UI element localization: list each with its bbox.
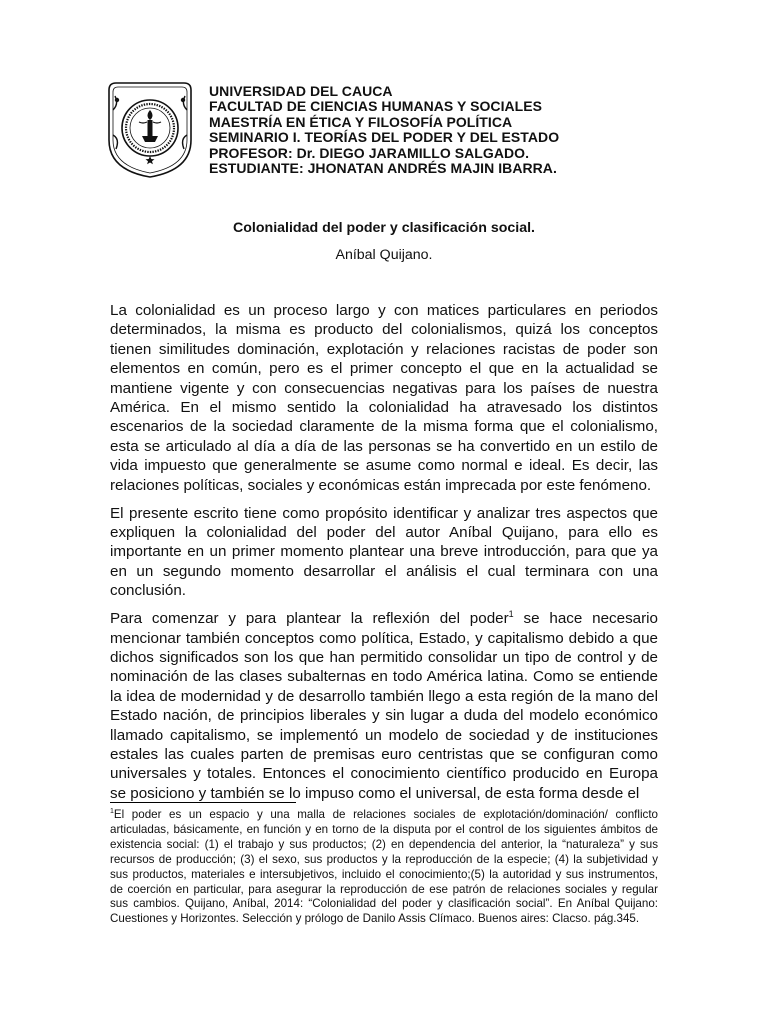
footnote-reference[interactable]: 1 xyxy=(508,609,514,620)
institution-header xyxy=(209,84,689,176)
header-student: ESTUDIANTE: JHONATAN ANDRÉS MAJIN IBARRA. xyxy=(209,160,557,177)
header-university: UNIVERSIDAD DEL CAUCA xyxy=(209,83,393,99)
paragraph-3-start: Para comenzar y para plantear la reflexión del poder xyxy=(110,610,509,628)
paragraph-1: La colonialidad es un proceso largo y con matices particulares en periodos determinados, la misma es producto del colonialismos, quizá los conceptos tienen similitudes dominación, explotación y relaciones racistas de poder son elementos en común, pero es el primer concepto el que en la actualidad se mantiene vigente y con consecuencias negativas para los países de nuestra América. En el mismo sentido la colonialidad ha atravesado los distintos escenarios de la sociedad claramente de la misma forma que el colonialismo, esta se articulado al día a día de las personas se ha convertido en un estilo de vida impuesto que generalmente se asume como normal e ideal. Es decir, las relaciones políticas, sociales y económicas están imprecada por este fenómeno. xyxy=(110,302,658,494)
header-professor: PROFESOR: Dr. DIEGO JARAMILLO SALGADO. xyxy=(209,144,530,161)
header-seminar: SEMINARIO I. TEORÍAS DEL PODER Y DEL ESTADO xyxy=(209,129,560,146)
footnote-text: El poder es un espacio y una malla de relaciones sociales de explotación/dominación/ conflicto articuladas, básicamente, en función y en torno de la disputa por el control de los siguientes ámbitos de existencia social: (1) el trabajo y sus productos; (2) en dependencia del anterior, la “naturaleza” y sus recursos de producción; (3) el sexo, sus productos y la reproducción de la especie; (4) la subjetividad y sus productos, materiales e intersubjetivos, incluido el conocimiento;(5) la autoridad y sus instrumentos, de coerción en particular, para asegurar la reproducción de ese patrón de relaciones sociales y regular sus cambios. Quijano, Aníbal, 2014: “Colonialidad del poder y clasificación social”. En Aníbal Quijano: Cuestiones y Horizontes. Selección y prólogo de Danilo Assis Clímaco. Buenos aires: Clacso. pág.345. xyxy=(110,808,658,926)
paragraph-3 xyxy=(110,609,658,803)
university-seal xyxy=(105,80,195,180)
paragraph-2: El presente escrito tiene como propósito identificar y analizar tres aspectos que expliquen la colonialidad del poder del autor Aníbal Quijano, para ello es importante en un primer momento plantear una breve introducción, para que ya en un segundo momento desarrollar el análisis el cual terminara con una conclusión. xyxy=(110,504,658,600)
document-title: Colonialidad del poder y clasificación social. xyxy=(233,220,535,236)
footnote xyxy=(110,808,658,927)
document-author: Aníbal Quijano. xyxy=(335,247,433,263)
header-program: MAESTRÍA EN ÉTICA Y FILOSOFÍA POLÍTICA xyxy=(209,113,513,130)
footnote-separator xyxy=(110,802,296,803)
document-body xyxy=(110,301,658,812)
footnote-mark: 1 xyxy=(110,808,114,816)
paragraph-3-rest: se hace necesario mencionar también conceptos como política, Estado, y capitalismo debido a que dichos significados son los que han permitido consolidar un tipo de control y de nominación de las clases subalternas en todo América latina. Como se entiende la idea de modernidad y de desarrollo también llego a esta región de la mano del Estado nación, de principios liberales y sin lugar a duda del modelo económico llamado capitalismo, se implementó un modelo de sociedad y de instituciones estales las cuales parten de premisas euro centristas que se configuran como universales y totales. Entonces el conocimiento científico producido en Europa se posiciono y también se lo impuso como el universal, de esta forma desde el xyxy=(110,610,658,802)
header-faculty: FACULTAD DE CIENCIAS HUMANAS Y SOCIALES xyxy=(209,98,543,115)
